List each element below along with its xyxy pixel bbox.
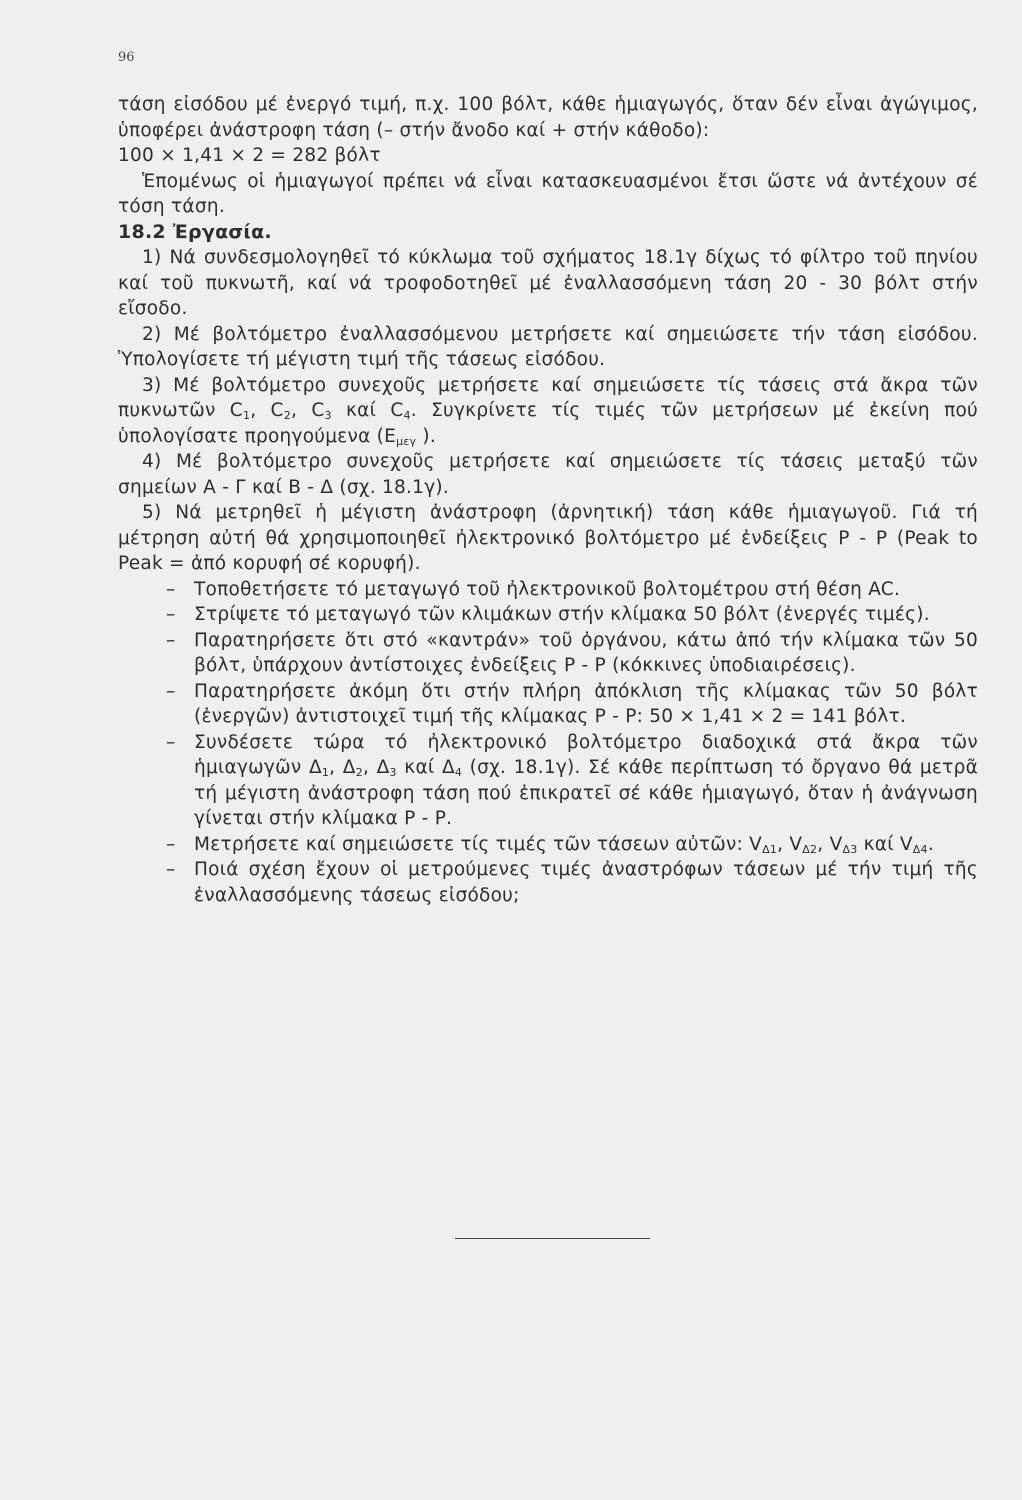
page-content [118,92,978,908]
dash-mark: – [166,680,176,702]
task-item-2: 2) Μέ βολτόμετρο ἐναλλασσόμενου μετρήσετε καί σημειώσετε τήν τάση εἰσόδου. Ὑπολογίσετε τή μέγιστη τιμή τῆς τάσεως εἰσόδου. [118,323,978,370]
step-item: – Στρίψετε τό μεταγωγό τῶν κλιμάκων στήν κλίμακα 50 βόλτ (ἐνεργές τιμές). [118,602,978,628]
dash-mark: – [166,731,176,753]
dash-mark: – [166,629,176,651]
task-item-1: 1) Νά συνδεσμολογηθεῖ τό κύκλωμα τοῦ σχήματος 18.1γ δίχως τό φίλτρο τοῦ πηνίου καί τοῦ πυκνωτῆ, καί νά τροφοδοτηθεῖ μέ ἐναλλασσόμενη τάση 20 - 30 βόλτ στήν εἴσοδο. [118,247,978,319]
task-item-4: 4) Μέ βολτόμετρο συνεχοῦς μετρήσετε καί σημειώσετε τίς τάσεις μεταξύ τῶν σημείων Α - Γ καί Β - Δ (σχ. 18.1γ). [118,451,978,498]
conclusion-paragraph: Ἑπομένως οἱ ἡμιαγωγοί πρέπει νά εἶναι κατασκευασμένοι ἔτσι ὥστε νά ἀντέχουν σέ τόση τάση. [118,170,978,217]
dash-mark: – [166,604,176,625]
section-heading: 18.2 Ἐργασία. [118,220,272,243]
dash-mark: – [166,578,176,600]
end-rule [455,1238,650,1239]
page-number: 96 [118,50,135,65]
task-item-3: 3) Μέ βολτόμετρο συνεχοῦς μετρήσετε καί σημειώσετε τίς τάσεις στά ἄκρα τῶν πυκνωτῶν $C_1$, $C_2$, $C_3$ καί $C_4$. Συγκρίνετε τίς τιμές τῶν μετρήσεων μέ ἐκείνη πού ὑπολογίσατε προηγούμενα ($E_{\mu\varepsilon\gamma}$ ). [118,374,978,448]
formula [118,143,978,169]
step-item: – Τοποθετήσετε τό μεταγωγό τοῦ ἠλεκτρονικοῦ βολτομέτρου στή θέση AC. [118,577,978,603]
step-item: – Παρατηρήσετε ἀκόμη ὅτι στήν πλήρη ἀπόκλιση τῆς κλίμακας τῶν 50 βόλτ (ἐνεργῶν) ἀντιστοιχεῖ τιμή τῆς κλίμακας Ρ - Ρ: 50 × 1,41 × 2 = 141 βόλτ. [166,680,978,727]
intro-paragraph: τάση εἰσόδου μέ ἐνεργό τιμή, π.χ. 100 βόλτ, κάθε ἡμιαγωγός, ὅταν δέν εἶναι ἀγώγιμος, ὑποφέρει ἀνάστροφη τάση (– στήν ἄνοδο καί + στήν κάθοδο): [118,94,978,141]
task-item-5: 5) Νά μετρηθεῖ ἡ μέγιστη ἀνάστροφη (ἀρνητική) τάση κάθε ἡμιαγωγοῦ. Γιά τή μέτρηση αὐτή θά χρησιμοποιηθεῖ ἠλεκτρονικό βολτόμετρο μέ ἐνδείξεις Ρ - Ρ (Peak to Peak = ἀπό κορυφή σέ κορυφή). [118,502,978,574]
dash-mark: – [166,859,176,880]
step-item: – Παρατηρήσετε ὅτι στό «καντράν» τοῦ ὀργάνου, κάτω ἀπό τήν κλίμακα τῶν 50 βόλτ, ὑπάρχουν ἀντίστοιχες ἐνδείξεις Ρ - Ρ (κόκκινες ὑποδιαιρέσεις). [166,629,978,676]
formula-text: 100 × 1,41 × 2 = 282 βόλτ [118,145,381,166]
step-item: – Ποιά σχέση ἔχουν οἱ μετρούμενες τιμές ἀναστρόφων τάσεων μέ τήν τιμή τῆς ἐναλλασσόμενης τάσεως εἰσόδου; [166,859,978,906]
step-item: – Μετρήσετε καί σημειώσετε τίς τιμές τῶν τάσεων αὐτῶν: $V_{\Delta 1}$, $V_{\Delta 2}$, $V_{\Delta 3}$ καί $V_{\Delta 4}$. [166,833,934,856]
step-item: – Συνδέσετε τώρα τό ἠλεκτρονικό βολτόμετρο διαδοχικά στά ἄκρα τῶν ἡμιαγωγῶν $\Delta_1$, $\Delta_2$, $\Delta_3$ καί $\Delta_4$ (σχ. 18.1γ). Σέ κάθε περίπτωση τό ὄργανο θά μετρᾶ τή μέγιστη ἀνάστροφη τάση πού ἐπικρατεῖ σέ κάθε ἡμιαγωγό, ὅταν ἡ ἀνάγνωση γίνεται στήν κλίμακα Ρ - Ρ. [166,731,979,829]
dash-mark: – [166,833,176,855]
